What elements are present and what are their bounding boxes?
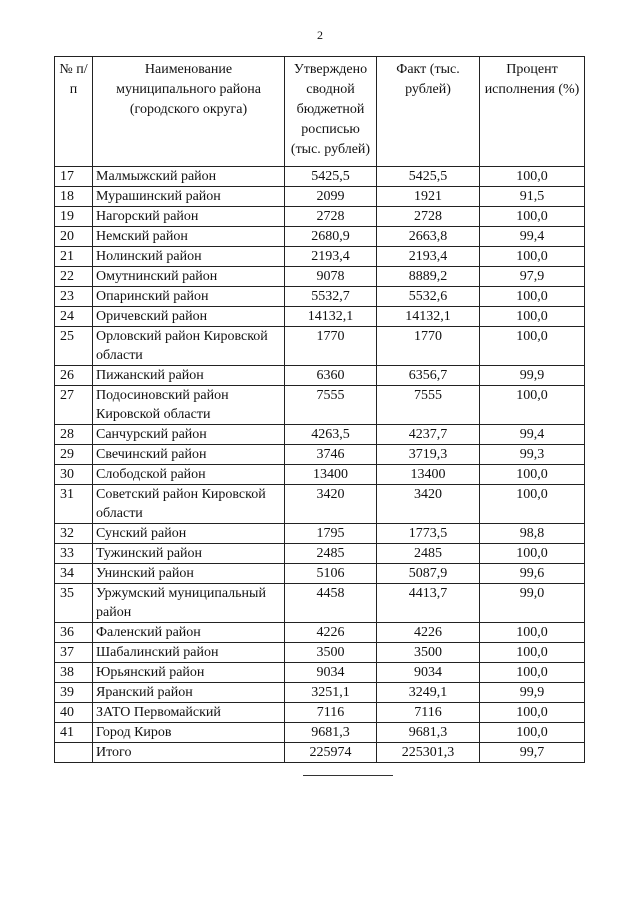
table-row [55,247,585,267]
row-approved: 9681,3 [285,723,377,743]
row-percent: 100,0 [480,287,585,307]
row-fact: 1921 [377,187,480,207]
row-fact: 2663,8 [377,227,480,247]
row-num: 21 [55,247,93,267]
row-fact: 7555 [377,386,480,425]
row-approved: 7116 [285,703,377,723]
row-approved: 7555 [285,386,377,425]
table-row [55,623,585,643]
row-percent: 99,3 [480,445,585,465]
table-row [55,643,585,663]
row-fact: 4237,7 [377,425,480,445]
header-approved: Утверждено сводной бюджетной росписью (тыс. рублей) [285,57,377,167]
table-row [55,267,585,287]
row-name: Мурашинский район [93,187,285,207]
table-row [55,386,585,425]
row-percent: 100,0 [480,207,585,227]
row-num: 27 [55,386,93,425]
table-row [55,723,585,743]
table-row [55,307,585,327]
row-percent: 98,8 [480,524,585,544]
row-percent: 99,4 [480,227,585,247]
row-percent: 100,0 [480,167,585,187]
row-percent: 99,9 [480,683,585,703]
row-name: Орловский район Кировской области [93,327,285,366]
row-fact: 1773,5 [377,524,480,544]
row-approved: 3500 [285,643,377,663]
total-num [55,743,93,763]
row-num: 35 [55,584,93,623]
table-row [55,584,585,623]
row-name: Малмыжский район [93,167,285,187]
row-name: Нагорский район [93,207,285,227]
row-approved: 1795 [285,524,377,544]
table-row [55,683,585,703]
row-name: Город Киров [93,723,285,743]
row-fact: 4413,7 [377,584,480,623]
row-approved: 5532,7 [285,287,377,307]
row-approved: 4263,5 [285,425,377,445]
row-num: 23 [55,287,93,307]
row-fact: 2193,4 [377,247,480,267]
row-num: 39 [55,683,93,703]
table-row [55,167,585,187]
row-fact: 3249,1 [377,683,480,703]
row-name: Пижанский район [93,366,285,386]
row-num: 34 [55,564,93,584]
row-percent: 100,0 [480,386,585,425]
row-approved: 3746 [285,445,377,465]
header-name: Наименование муниципального района (городского округа) [93,57,285,167]
row-name: Юрьянский район [93,663,285,683]
row-num: 28 [55,425,93,445]
row-approved: 3251,1 [285,683,377,703]
row-name: Унинский район [93,564,285,584]
table-row [55,187,585,207]
total-label: Итого [93,743,285,763]
row-fact: 1770 [377,327,480,366]
row-percent: 100,0 [480,623,585,643]
table-row [55,327,585,366]
row-approved: 13400 [285,465,377,485]
row-approved: 2485 [285,544,377,564]
row-fact: 9034 [377,663,480,683]
table-row [55,287,585,307]
table-row [55,445,585,465]
row-percent: 100,0 [480,663,585,683]
row-name: Подосиновский район Кировской области [93,386,285,425]
row-fact: 6356,7 [377,366,480,386]
row-num: 24 [55,307,93,327]
total-percent: 99,7 [480,743,585,763]
header-percent: Процент исполнения (%) [480,57,585,167]
row-fact: 2485 [377,544,480,564]
row-approved: 2728 [285,207,377,227]
row-percent: 99,0 [480,584,585,623]
row-num: 37 [55,643,93,663]
table-row [55,465,585,485]
row-name: Тужинский район [93,544,285,564]
row-num: 29 [55,445,93,465]
page-number: 2 [317,28,323,42]
total-approved: 225974 [285,743,377,763]
row-num: 19 [55,207,93,227]
row-percent: 97,9 [480,267,585,287]
table-header-row [55,57,585,167]
row-name: Уржумский муниципальный район [93,584,285,623]
row-num: 38 [55,663,93,683]
total-fact: 225301,3 [377,743,480,763]
row-fact: 7116 [377,703,480,723]
total-row [55,743,585,763]
row-approved: 4458 [285,584,377,623]
row-percent: 99,9 [480,366,585,386]
row-percent: 100,0 [480,307,585,327]
row-num: 41 [55,723,93,743]
row-percent: 100,0 [480,703,585,723]
header-num: № п/п [55,57,93,167]
header-fact: Факт (тыс. рублей) [377,57,480,167]
row-percent: 100,0 [480,485,585,524]
row-num: 33 [55,544,93,564]
row-name: Омутнинский район [93,267,285,287]
row-num: 22 [55,267,93,287]
row-num: 32 [55,524,93,544]
row-name: Опаринский район [93,287,285,307]
row-num: 20 [55,227,93,247]
row-name: ЗАТО Первомайский [93,703,285,723]
table-row [55,207,585,227]
row-approved: 1770 [285,327,377,366]
row-approved: 9034 [285,663,377,683]
row-name: Слободской район [93,465,285,485]
row-percent: 100,0 [480,247,585,267]
row-fact: 4226 [377,623,480,643]
row-fact: 9681,3 [377,723,480,743]
table-row [55,366,585,386]
table-row [55,524,585,544]
row-fact: 5425,5 [377,167,480,187]
row-approved: 2680,9 [285,227,377,247]
row-approved: 9078 [285,267,377,287]
table-row [55,227,585,247]
table-row [55,485,585,524]
row-name: Яранский район [93,683,285,703]
row-num: 30 [55,465,93,485]
row-approved: 2193,4 [285,247,377,267]
row-percent: 99,6 [480,564,585,584]
row-approved: 4226 [285,623,377,643]
row-percent: 100,0 [480,643,585,663]
row-percent: 100,0 [480,723,585,743]
table-row [55,544,585,564]
row-fact: 2728 [377,207,480,227]
row-approved: 5425,5 [285,167,377,187]
row-approved: 3420 [285,485,377,524]
row-approved: 14132,1 [285,307,377,327]
row-approved: 2099 [285,187,377,207]
row-fact: 3719,3 [377,445,480,465]
row-percent: 100,0 [480,327,585,366]
budget-execution-table [54,56,585,763]
row-name: Оричевский район [93,307,285,327]
row-name: Советский район Кировской области [93,485,285,524]
row-name: Нолинский район [93,247,285,267]
row-num: 40 [55,703,93,723]
row-name: Санчурский район [93,425,285,445]
row-approved: 6360 [285,366,377,386]
row-num: 36 [55,623,93,643]
row-fact: 5532,6 [377,287,480,307]
row-num: 26 [55,366,93,386]
row-percent: 91,5 [480,187,585,207]
table-row [55,703,585,723]
row-name: Свечинский район [93,445,285,465]
row-name: Фаленский район [93,623,285,643]
row-num: 31 [55,485,93,524]
table-row [55,663,585,683]
row-percent: 99,4 [480,425,585,445]
row-fact: 8889,2 [377,267,480,287]
table-row [55,564,585,584]
row-fact: 13400 [377,465,480,485]
footer-rule [303,775,393,776]
row-name: Сунский район [93,524,285,544]
row-num: 18 [55,187,93,207]
row-name: Немский район [93,227,285,247]
row-fact: 5087,9 [377,564,480,584]
row-fact: 3420 [377,485,480,524]
row-approved: 5106 [285,564,377,584]
row-percent: 100,0 [480,465,585,485]
row-num: 25 [55,327,93,366]
table-row [55,425,585,445]
row-name: Шабалинский район [93,643,285,663]
row-fact: 3500 [377,643,480,663]
row-percent: 100,0 [480,544,585,564]
row-fact: 14132,1 [377,307,480,327]
row-num: 17 [55,167,93,187]
